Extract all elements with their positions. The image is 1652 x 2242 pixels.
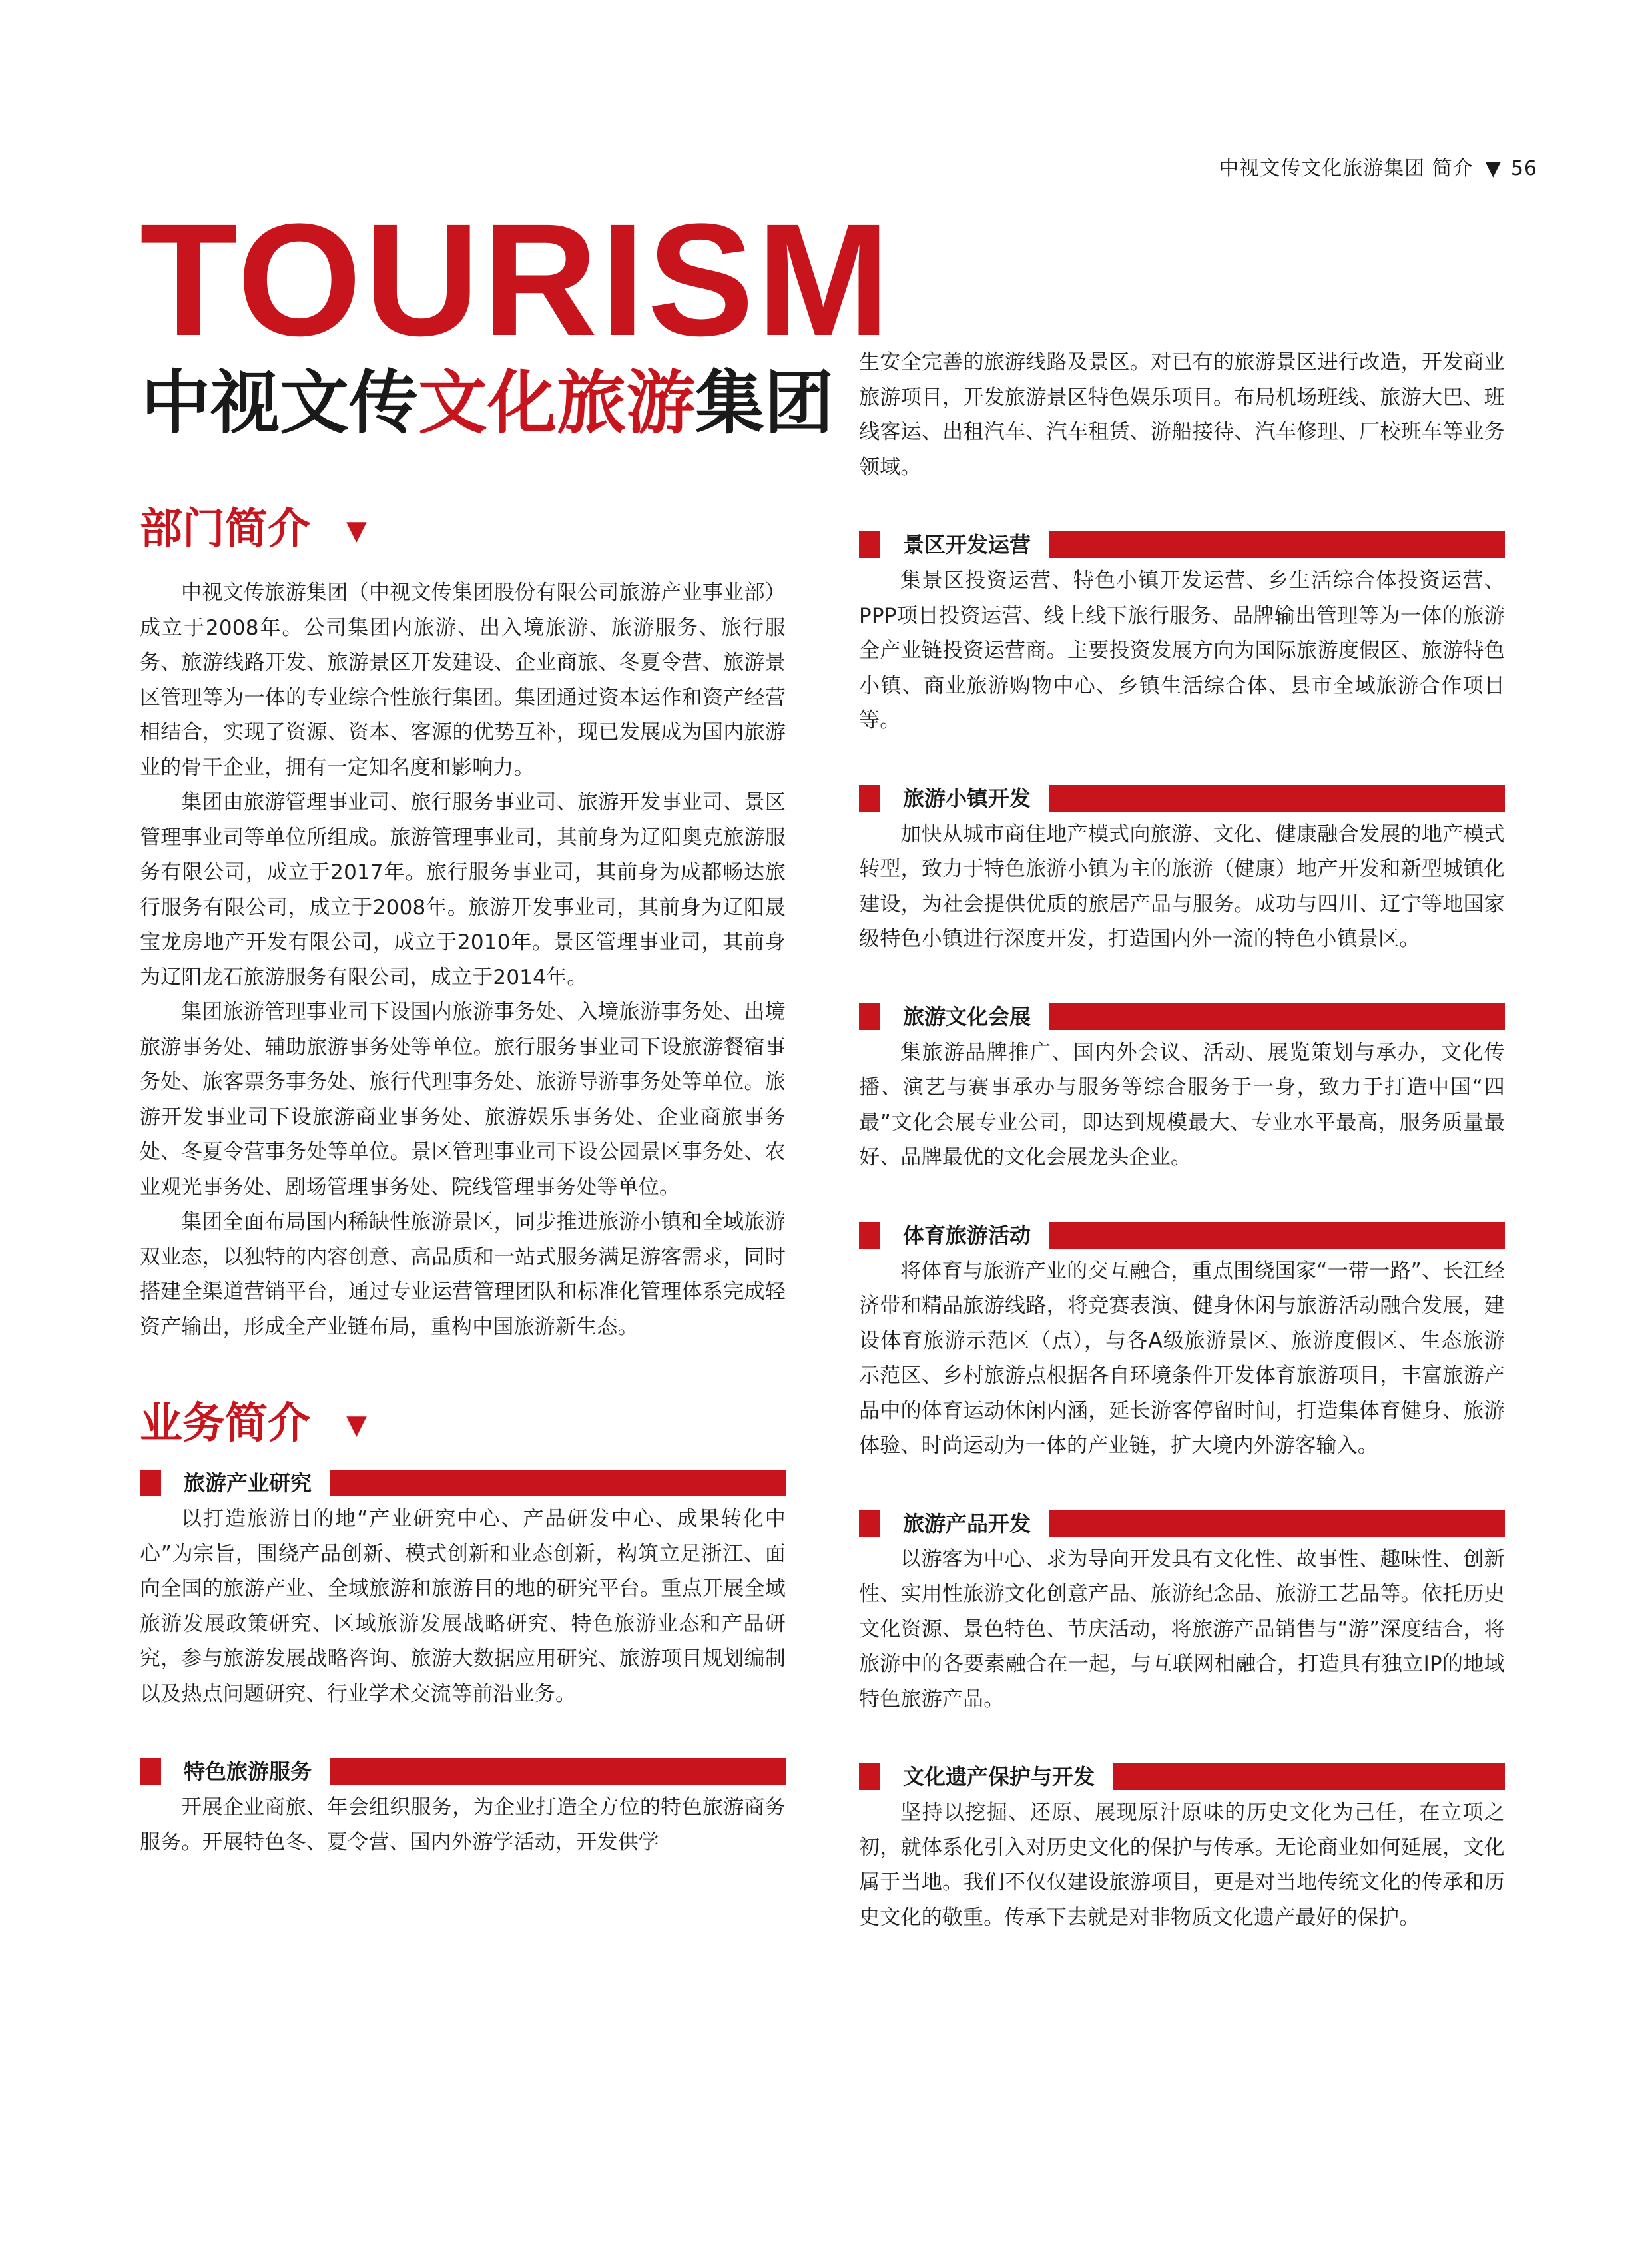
department-title: 部门简介 [140,505,310,554]
brand-title-chinese [141,363,834,443]
section-label: 景区开发运营 [903,532,1031,557]
red-square-marker [859,1003,880,1030]
section-bar [859,1222,1505,1249]
business-title: 业务简介 [140,1399,310,1448]
section-bar [859,1003,1505,1030]
section-label: 旅游产业研究 [184,1470,312,1496]
red-rule [1049,1510,1505,1537]
brand-title-english: TOURISM [140,190,893,369]
brand-cn-part1: 中视文传 [141,362,419,443]
red-square-marker [140,1758,161,1785]
brand-cn-part2: 文化旅游 [418,362,696,443]
red-square-marker [140,1470,161,1496]
section-text: 将体育与旅游产业的交互融合，重点围绕国家“一带一路”、长江经济带和精品旅游线路，将竞赛表演、健身休闲与旅游活动融合发展，建设体育旅游示范区（点），与各A级旅游景区、旅游度假区、生态旅游示范区、乡村旅游点根据各自环境条件开发体育旅游项目，丰富旅游产品中的体育运动休闲内涵，延长游客停留时间，打造集体育健身、旅游体验、时尚运动为一体的产业链，扩大境内外游客输入。 [859,1259,1505,1458]
red-rule [1049,1003,1505,1030]
red-rule [1113,1763,1505,1790]
triangle-down-icon: ▼ [1485,157,1502,180]
section-text: 集景区投资运营、特色小镇开发运营、乡生活综合体投资运营、PPP项目投资运营、线上线下旅行服务、品牌输出管理等为一体的旅游全产业链投资运营商。主要投资发展方向为国际旅游度假区、旅游特色小镇、商业旅游购物中心、乡镇生活综合体、县市全域旅游合作项目等。 [859,569,1505,732]
red-rule [1049,531,1505,558]
section-label: 体育旅游活动 [903,1222,1031,1248]
section-text: 加快从城市商住地产模式向旅游、文化、健康融合发展的地产模式转型，致力于特色旅游小镇为主的旅游（健康）地产开发和新型城镇化建设，为社会提供优质的旅居产品与服务。成功与四川、辽宁等地国家级特色小镇进行深度开发，打造国内外一流的特色小镇景区。 [859,822,1505,951]
section-label: 旅游小镇开发 [903,785,1031,811]
left-column [140,499,786,1860]
section-bar [859,1763,1505,1790]
section-text: 开展企业商旅、年会组织服务，为企业打造全方位的特色旅游商务服务。开展特色冬、夏令营、国内外游学活动，开发供学 [140,1795,786,1854]
section-text-continued: 生安全完善的旅游线路及景区。对已有的旅游景区进行改造，开发商业旅游项目，开发旅游景区特色娱乐项目。布局机场班线、旅游大巴、班线客运、出租汽车、汽车租赁、游船接待、汽车修理、厂校班车等业务领域。 [859,350,1505,479]
section-text: 以游客为中心、求为导向开发具有文化性、故事性、趣味性、创新性、实用性旅游文化创意产品、旅游纪念品、旅游工艺品等。依托历史文化资源、景色特色、节庆活动，将旅游产品销售与“游”深度结合，将旅游中的各要素融合在一起，与互联网相融合，打造具有独立IP的地域特色旅游产品。 [859,1547,1505,1711]
section-text: 集旅游品牌推广、国内外会议、活动、展览策划与承办，文化传播、演艺与赛事承办与服务等综合服务于一身，致力于打造中国“四最”文化会展专业公司，即达到规模最大、专业水平最高，服务质量最好、品牌最优的文化会展龙头企业。 [859,1040,1505,1169]
running-header [1219,152,1537,181]
section-label: 特色旅游服务 [184,1759,312,1784]
section-bar [859,785,1505,812]
department-paragraph: 集团由旅游管理事业司、旅行服务事业司、旅游开发事业司、景区管理事业司等单位所组成。旅游管理事业司，其前身为辽阳奥克旅游服务有限公司，成立于2017年。旅行服务事业司，其前身为成都畅达旅行服务有限公司，成立于2008年。旅游开发事业司，其前身为辽阳晟宝龙房地产开发有限公司，成立于2010年。景区管理事业司，其前身为辽阳龙石旅游服务有限公司，成立于2014年。 [140,790,786,989]
red-square-marker [859,785,880,812]
business-heading [140,1394,786,1455]
section-bar [140,1470,786,1496]
red-square-marker [859,531,880,558]
right-column [859,345,1505,1935]
red-rule [1049,1222,1505,1249]
red-rule [330,1470,786,1496]
section-bar [859,1510,1505,1537]
section-label: 旅游文化会展 [903,1003,1031,1029]
red-square-marker [859,1222,880,1249]
red-rule [330,1758,786,1785]
section-label: 旅游产品开发 [903,1510,1031,1536]
running-title: 中视文传文化旅游集团 简介 [1219,157,1474,180]
red-rule [1049,785,1505,812]
department-paragraph: 集团全面布局国内稀缺性旅游景区，同步推进旅游小镇和全域旅游双业态，以独特的内容创意、高品质和一站式服务满足游客需求，同时搭建全渠道营销平台，通过专业运营管理团队和标准化管理体系完成轻资产输出，形成全产业链布局，重构中国旅游新生态。 [140,1210,786,1339]
department-paragraph: 中视文传旅游集团（中视文传集团股份有限公司旅游产业事业部）成立于2008年。公司集团内旅游、出入境旅游、旅游服务、旅行服务、旅游线路开发、旅游景区开发建设、企业商旅、冬夏令营、旅游景区管理等为一体的专业综合性旅行集团。集团通过资本运作和资产经营相结合，实现了资源、资本、客源的优势互补，现已发展成为国内旅游业的骨干企业，拥有一定知名度和影响力。 [140,581,786,780]
page-number: 56 [1510,157,1537,180]
red-square-marker [859,1510,880,1537]
triangle-down-icon: ▼ [346,515,367,546]
red-square-marker [859,1763,880,1790]
department-paragraph: 集团旅游管理事业司下设国内旅游事务处、入境旅游事务处、出境旅游事务处、辅助旅游事务处等单位。旅行服务事业司下设旅游餐宿事务处、旅客票务事务处、旅行代理事务处、旅游导游事务处等单位。旅游开发事业司下设旅游商业事务处、旅游娱乐事务处、企业商旅事务处、冬夏令营事务处等单位。景区管理事业司下设公园景区事务处、农业观光事务处、剧场管理事务处、院线管理事务处等单位。 [140,1000,786,1199]
section-text: 坚持以挖掘、还原、展现原汁原味的历史文化为己任，在立项之初，就体系化引入对历史文化的保护与传承。无论商业如何延展，文化属于当地。我们不仅仅建设旅游项目，更是对当地传统文化的传承和历史文化的敬重。传承下去就是对非物质文化遗产最好的保护。 [859,1801,1505,1930]
section-label: 文化遗产保护与开发 [903,1764,1095,1789]
department-heading [140,499,786,561]
triangle-down-icon: ▼ [346,1410,367,1440]
section-bar [140,1758,786,1785]
section-bar [859,531,1505,558]
section-text: 以打造旅游目的地“产业研究中心、产品研发中心、成果转化中心”为宗旨，围绕产品创新、模式创新和业态创新，构筑立足浙江、面向全国的旅游产业、全域旅游和旅游目的地的研究平台。重点开展全域旅游发展政策研究、区域旅游发展战略研究、特色旅游业态和产品研究，参与旅游发展战略咨询、旅游大数据应用研究、旅游项目规划编制以及热点问题研究、行业学术交流等前沿业务。 [140,1507,786,1706]
brand-cn-part3: 集团 [695,362,834,443]
